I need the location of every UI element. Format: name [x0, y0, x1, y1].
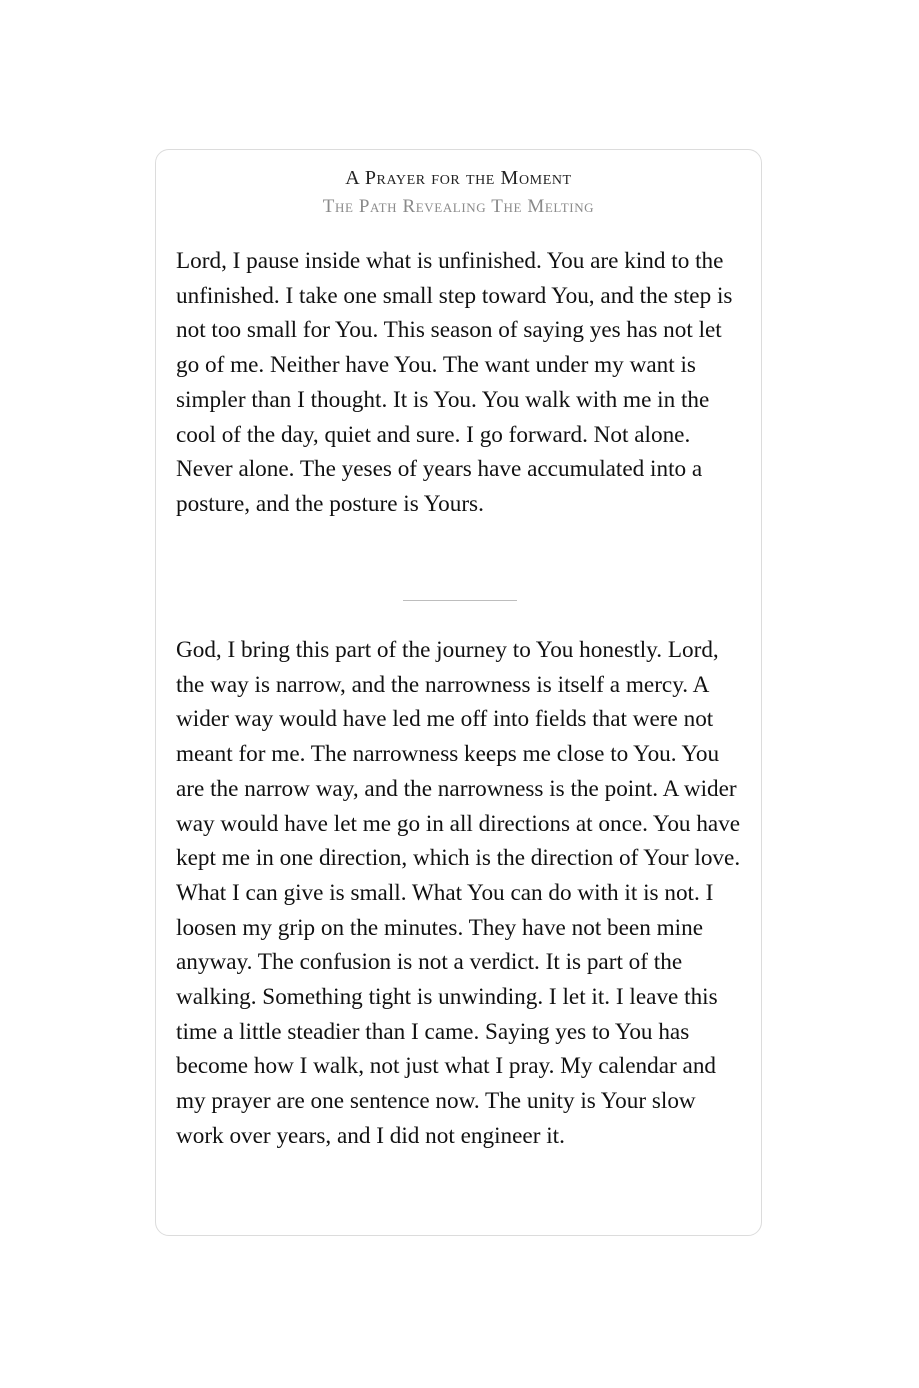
prayer-card [155, 149, 762, 1236]
section-divider [403, 600, 517, 601]
prayer-title: A Prayer for the Moment [345, 167, 572, 189]
prayer-paragraph-2: God, I bring this part of the journey to You honestly. Lord, the way is narrow, and the narrowness is itself a mercy. A wider way would have led me off into fields that were not meant for me. The narrowness keeps me close to You. You are the narrow way, and the narrowness is the point. A wider way would have let me go in all directions at once. You have kept me in one direction, which is the direction of Your love. What I can give is small. What You can do with it is not. I loosen my grip on the minutes. They have not been mine anyway. The confusion is not a verdict. It is part of the walking. Something tight is unwinding. I let it. I leave this time a little steadier than I came. Saying yes to You has become how I walk, not just what I pray. My calendar and my prayer are one sentence now. The unity is Your slow work over years, and I did not engineer it. [176, 637, 741, 1149]
prayer-subtitle: The Path Revealing The Melting [322, 196, 595, 217]
prayer-paragraph-1: Lord, I pause inside what is unfinished. You are kind to the unfinished. I take one small step toward You, and the step is not too small for You. This season of saying yes has not let go of me. Neither have You. The want under my want is simpler than I thought. It is You. You walk with me in the cool of the day, quiet and sure. I go forward. Not alone. Never alone. The yeses of years have accumulated into a posture, and the posture is Yours. [176, 248, 733, 517]
